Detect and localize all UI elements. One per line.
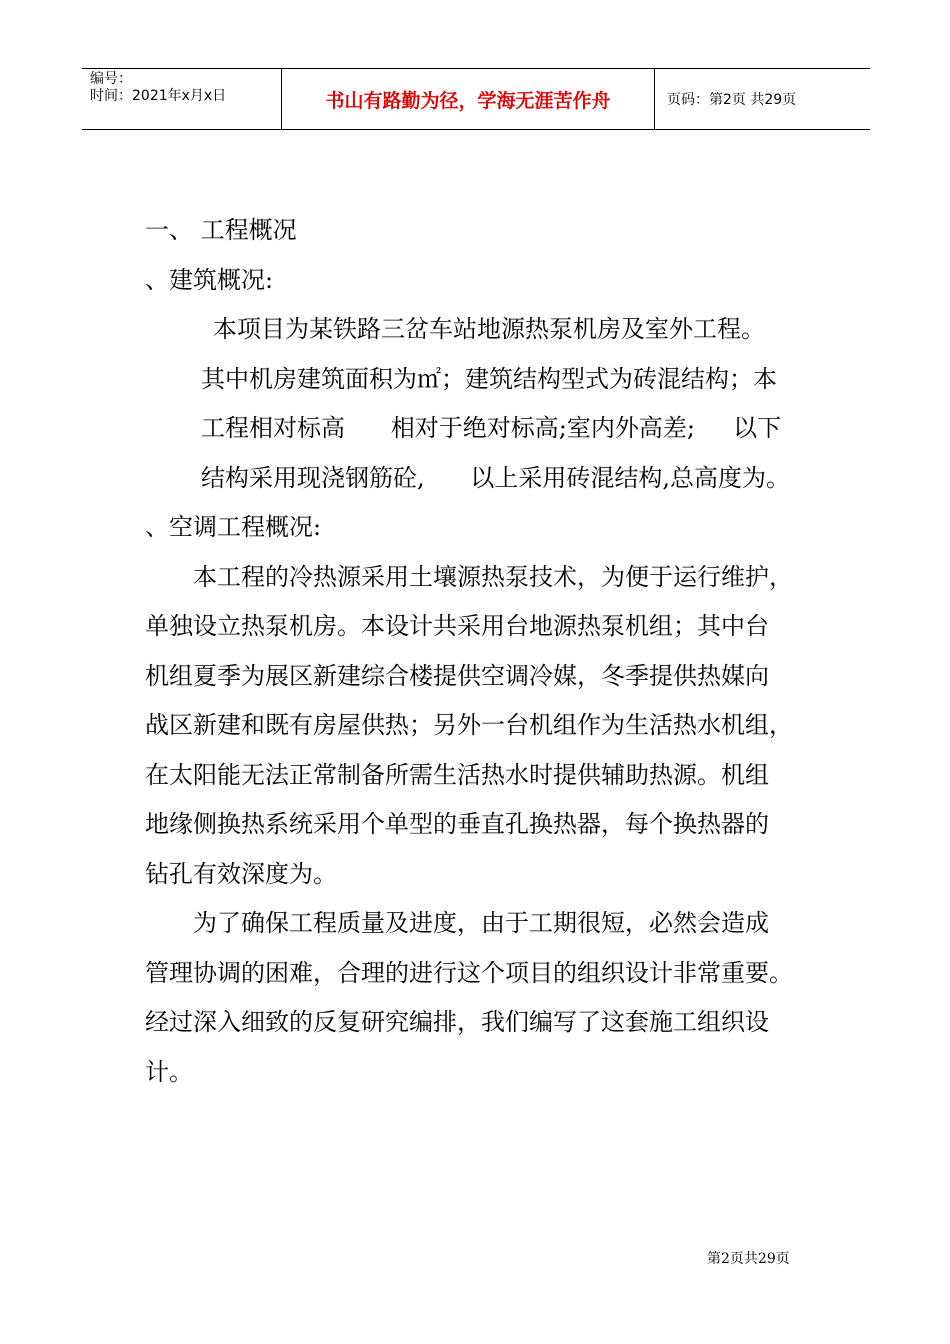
paragraph-line: 计。 bbox=[145, 1057, 193, 1086]
paragraph-line: 工程相对标高 相对于绝对标高;室内外高差; 以下 bbox=[201, 414, 782, 442]
header-motto: 书山有路勤为径，学海无涯苦作舟 bbox=[282, 69, 655, 129]
paragraph-line: 其中机房建筑面积为㎡；建筑结构型式为砖混结构；本 bbox=[201, 364, 777, 393]
subsection-heading-architecture: 、建筑概况: bbox=[145, 265, 274, 294]
page-footer: 第2页共29页 bbox=[707, 1251, 790, 1267]
page-header bbox=[82, 68, 870, 130]
paragraph-line: 本工程的冷热源采用土壤源热泵技术，为便于运行维护， bbox=[193, 562, 793, 591]
subsection-heading-ac: 、空调工程概况: bbox=[145, 513, 322, 541]
paragraph-line: 结构采用现浇钢筋砼, 以上采用砖混结构,总高度为。 bbox=[201, 463, 791, 492]
header-time-label: 时间：2021年x月x日 bbox=[90, 88, 227, 104]
paragraph-line: 单独设立热泵机房。本设计共采用台地源热泵机组；其中台 bbox=[145, 612, 769, 640]
paragraph-line: 本项目为某铁路三岔车站地源热泵机房及室外工程。 bbox=[213, 315, 765, 343]
paragraph-line: 钻孔有效深度为。 bbox=[145, 859, 337, 888]
header-meta-cell bbox=[82, 69, 282, 129]
paragraph-line: 在太阳能无法正常制备所需生活热水时提供辅助热源。机组 bbox=[145, 760, 769, 789]
document-body bbox=[145, 206, 817, 1097]
paragraph-line: 地缘侧换热系统采用个单型的垂直孔换热器，每个换热器的 bbox=[145, 810, 769, 838]
paragraph-line: 经过深入细致的反复研究编排，我们编写了这套施工组织设 bbox=[145, 1008, 769, 1036]
header-code-label: 编号： bbox=[90, 71, 132, 87]
header-page-info: 页码：第2页 共29页 bbox=[667, 92, 797, 108]
paragraph-line: 战区新建和既有房屋供热；另外一台机组作为生活热水机组， bbox=[145, 711, 793, 739]
paragraph-line: 机组夏季为展区新建综合楼提供空调冷媒，冬季提供热媒向 bbox=[145, 661, 769, 690]
paragraph-line: 为了确保工程质量及进度，由于工期很短，必然会造成 bbox=[193, 909, 769, 937]
paragraph-line: 管理协调的困难，合理的进行这个项目的组织设计非常重要。 bbox=[145, 958, 793, 987]
section-heading: 一、 工程概况 bbox=[145, 216, 297, 244]
